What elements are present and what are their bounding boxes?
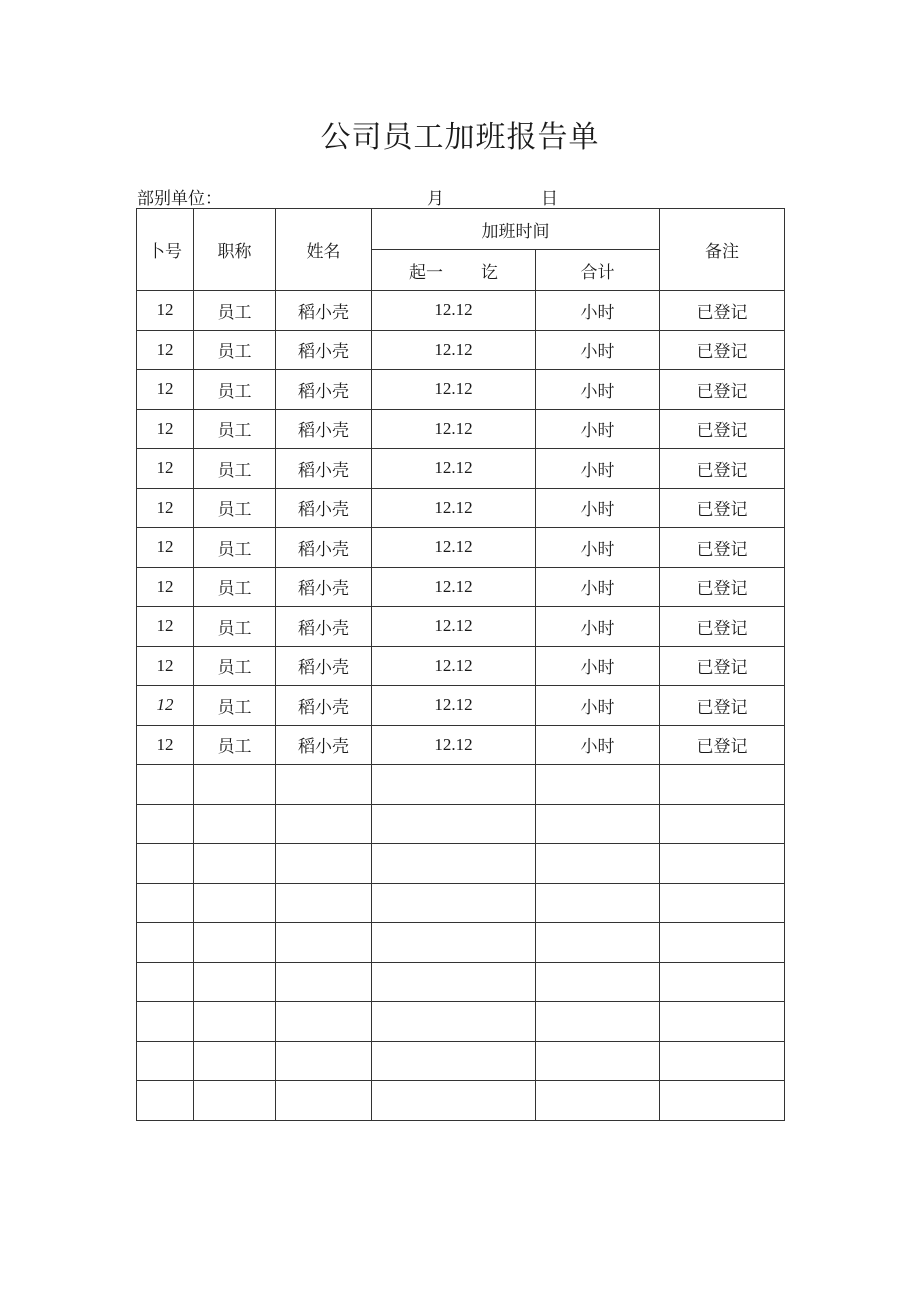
cell-name: 稻小壳 <box>276 370 372 410</box>
cell-total: 小时 <box>536 330 660 370</box>
table-row <box>137 528 785 568</box>
blank-cell[interactable] <box>276 804 372 844</box>
blank-row <box>137 765 785 805</box>
cell-position: 员工 <box>194 409 276 449</box>
table-row <box>137 330 785 370</box>
cell-name: 稻小壳 <box>276 567 372 607</box>
cell-total: 小时 <box>536 370 660 410</box>
blank-cell[interactable] <box>660 844 785 884</box>
cell-position: 员工 <box>194 686 276 726</box>
cell-range: 12.12 <box>372 330 536 370</box>
cell-remarks: 已登记 <box>660 409 785 449</box>
blank-cell[interactable] <box>276 962 372 1002</box>
cell-range: 12.12 <box>372 291 536 331</box>
cell-remarks: 已登记 <box>660 488 785 528</box>
cell-total: 小时 <box>536 291 660 331</box>
blank-cell[interactable] <box>536 1002 660 1042</box>
header-remarks: 备注 <box>660 209 785 291</box>
blank-row <box>137 844 785 884</box>
cell-name: 稻小壳 <box>276 449 372 489</box>
header-range <box>372 250 536 291</box>
cell-position: 员工 <box>194 449 276 489</box>
cell-total: 小时 <box>536 528 660 568</box>
blank-cell[interactable] <box>536 923 660 963</box>
cell-range: 12.12 <box>372 725 536 765</box>
blank-cell[interactable] <box>372 804 536 844</box>
blank-row <box>137 1081 785 1121</box>
header-range-start: 起一 <box>409 262 443 283</box>
cell-position: 员工 <box>194 488 276 528</box>
blank-cell[interactable] <box>194 962 276 1002</box>
blank-cell[interactable] <box>660 1002 785 1042</box>
table-row <box>137 646 785 686</box>
blank-cell[interactable] <box>372 883 536 923</box>
cell-name: 稻小壳 <box>276 646 372 686</box>
day-label: 日 <box>541 189 558 209</box>
table-row <box>137 370 785 410</box>
header-overtime-time: 加班时间 <box>372 209 660 250</box>
cell-range: 12.12 <box>372 646 536 686</box>
cell-seq: 12 <box>137 725 194 765</box>
blank-cell[interactable] <box>660 1041 785 1081</box>
cell-seq: 12 <box>137 607 194 647</box>
cell-name: 稻小壳 <box>276 291 372 331</box>
cell-seq: 12 <box>137 330 194 370</box>
cell-total: 小时 <box>536 686 660 726</box>
header-position: 职称 <box>194 209 276 291</box>
blank-cell[interactable] <box>660 962 785 1002</box>
table-row <box>137 488 785 528</box>
cell-remarks: 已登记 <box>660 725 785 765</box>
blank-cell[interactable] <box>276 923 372 963</box>
cell-position: 员工 <box>194 725 276 765</box>
blank-cell[interactable] <box>372 765 536 805</box>
cell-remarks: 已登记 <box>660 291 785 331</box>
header-row <box>137 209 785 250</box>
cell-remarks: 已登记 <box>660 567 785 607</box>
blank-cell[interactable] <box>660 804 785 844</box>
blank-cell[interactable] <box>660 923 785 963</box>
cell-name: 稻小壳 <box>276 725 372 765</box>
blank-cell[interactable] <box>372 1041 536 1081</box>
cell-remarks: 已登记 <box>660 528 785 568</box>
blank-cell[interactable] <box>276 1041 372 1081</box>
blank-row <box>137 1002 785 1042</box>
header-total: 合计 <box>536 250 660 291</box>
table-row <box>137 607 785 647</box>
cell-position: 员工 <box>194 528 276 568</box>
blank-cell[interactable] <box>137 1002 194 1042</box>
cell-position: 员工 <box>194 607 276 647</box>
table-row <box>137 409 785 449</box>
cell-total: 小时 <box>536 449 660 489</box>
blank-cell[interactable] <box>194 765 276 805</box>
cell-name: 稻小壳 <box>276 488 372 528</box>
cell-seq: 12 <box>137 409 194 449</box>
cell-range: 12.12 <box>372 409 536 449</box>
table-row <box>137 725 785 765</box>
blank-cell[interactable] <box>536 765 660 805</box>
cell-remarks: 已登记 <box>660 330 785 370</box>
cell-seq: 12 <box>137 449 194 489</box>
cell-remarks: 已登记 <box>660 449 785 489</box>
blank-cell[interactable] <box>137 804 194 844</box>
blank-cell[interactable] <box>372 1081 536 1121</box>
blank-row <box>137 1041 785 1081</box>
blank-cell[interactable] <box>194 883 276 923</box>
overtime-table <box>136 208 785 1121</box>
table-row <box>137 567 785 607</box>
cell-position: 员工 <box>194 330 276 370</box>
cell-remarks: 已登记 <box>660 607 785 647</box>
blank-cell[interactable] <box>536 962 660 1002</box>
cell-range: 12.12 <box>372 567 536 607</box>
cell-position: 员工 <box>194 370 276 410</box>
cell-total: 小时 <box>536 646 660 686</box>
blank-cell[interactable] <box>536 1081 660 1121</box>
cell-total: 小时 <box>536 607 660 647</box>
cell-remarks: 已登记 <box>660 686 785 726</box>
cell-range: 12.12 <box>372 449 536 489</box>
cell-name: 稻小壳 <box>276 330 372 370</box>
blank-cell[interactable] <box>137 844 194 884</box>
blank-cell[interactable] <box>372 844 536 884</box>
cell-total: 小时 <box>536 725 660 765</box>
blank-cell[interactable] <box>276 883 372 923</box>
cell-name: 稻小壳 <box>276 686 372 726</box>
blank-cell[interactable] <box>276 1002 372 1042</box>
blank-cell[interactable] <box>194 923 276 963</box>
blank-cell[interactable] <box>194 1041 276 1081</box>
blank-cell[interactable] <box>276 765 372 805</box>
table-row <box>137 291 785 331</box>
cell-range: 12.12 <box>372 528 536 568</box>
blank-row <box>137 962 785 1002</box>
blank-cell[interactable] <box>137 923 194 963</box>
blank-cell[interactable] <box>137 765 194 805</box>
cell-position: 员工 <box>194 567 276 607</box>
blank-cell[interactable] <box>194 844 276 884</box>
blank-cell[interactable] <box>536 804 660 844</box>
cell-name: 稻小壳 <box>276 528 372 568</box>
month-label: 月 <box>427 189 444 209</box>
cell-seq: 12 <box>137 646 194 686</box>
blank-cell[interactable] <box>660 765 785 805</box>
cell-seq: 12 <box>137 528 194 568</box>
blank-cell[interactable] <box>194 1002 276 1042</box>
blank-cell[interactable] <box>194 1081 276 1121</box>
blank-row <box>137 883 785 923</box>
cell-remarks: 已登记 <box>660 370 785 410</box>
dept-label: 部别单位： <box>137 189 222 209</box>
blank-cell[interactable] <box>137 1041 194 1081</box>
cell-range: 12.12 <box>372 488 536 528</box>
cell-seq: 12 <box>137 370 194 410</box>
cell-range: 12.12 <box>372 686 536 726</box>
blank-cell[interactable] <box>194 804 276 844</box>
cell-name: 稻小壳 <box>276 607 372 647</box>
blank-cell[interactable] <box>536 844 660 884</box>
cell-seq: 12 <box>137 686 194 726</box>
cell-total: 小时 <box>536 488 660 528</box>
header-range-end: 讫 <box>481 262 498 283</box>
blank-cell[interactable] <box>660 883 785 923</box>
header-name: 姓名 <box>276 209 372 291</box>
header-seq: 卜号 <box>137 209 194 291</box>
cell-seq: 12 <box>137 567 194 607</box>
page-title: 公司员工加班报告单 <box>320 120 600 155</box>
blank-cell[interactable] <box>660 1081 785 1121</box>
cell-remarks: 已登记 <box>660 646 785 686</box>
blank-cell[interactable] <box>372 962 536 1002</box>
cell-position: 员工 <box>194 646 276 686</box>
cell-name: 稻小壳 <box>276 409 372 449</box>
blank-cell[interactable] <box>536 1041 660 1081</box>
blank-cell[interactable] <box>137 883 194 923</box>
table-row <box>137 686 785 726</box>
cell-total: 小时 <box>536 567 660 607</box>
cell-seq: 12 <box>137 291 194 331</box>
blank-cell[interactable] <box>276 1081 372 1121</box>
blank-cell[interactable] <box>276 844 372 884</box>
blank-cell[interactable] <box>372 1002 536 1042</box>
blank-cell[interactable] <box>137 962 194 1002</box>
cell-position: 员工 <box>194 291 276 331</box>
blank-cell[interactable] <box>137 1081 194 1121</box>
blank-row <box>137 923 785 963</box>
blank-cell[interactable] <box>372 923 536 963</box>
cell-total: 小时 <box>536 409 660 449</box>
cell-range: 12.12 <box>372 607 536 647</box>
table-row <box>137 449 785 489</box>
cell-seq: 12 <box>137 488 194 528</box>
blank-row <box>137 804 785 844</box>
blank-cell[interactable] <box>536 883 660 923</box>
cell-range: 12.12 <box>372 370 536 410</box>
